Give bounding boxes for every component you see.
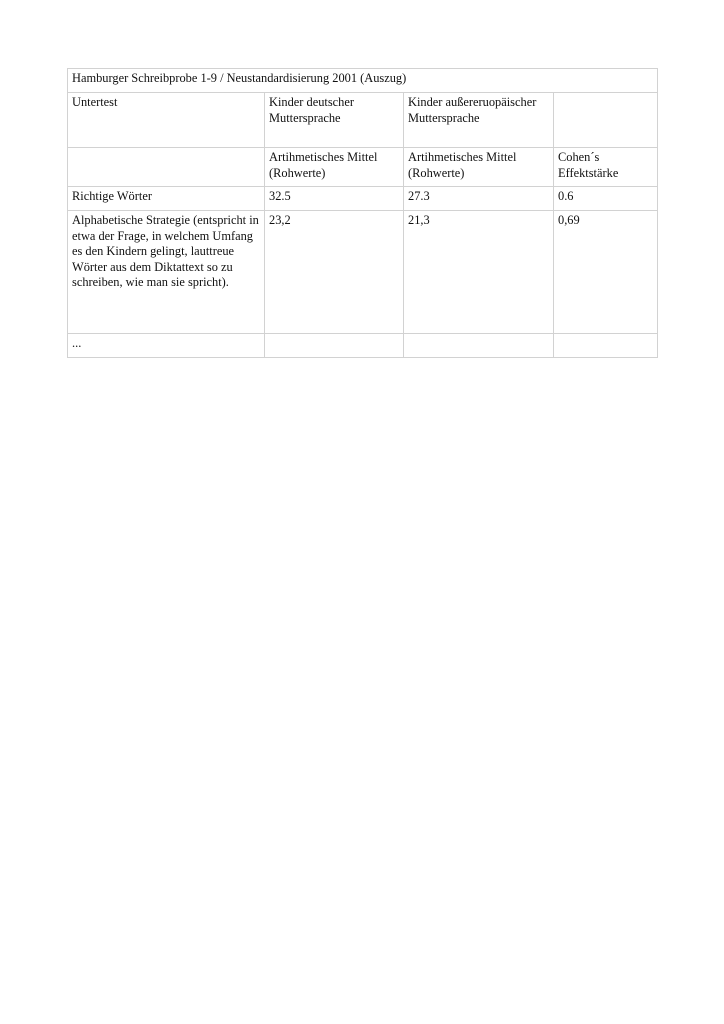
subheader-empty — [68, 148, 265, 187]
table-subheader-row — [68, 148, 658, 187]
row-label: ... — [68, 334, 265, 358]
row-value-non-european — [404, 334, 554, 358]
header-subtest: Untertest — [68, 93, 265, 148]
table-row — [68, 334, 658, 358]
row-value-german: 32.5 — [265, 187, 404, 211]
subheader-mean-german: Artihmetisches Mittel (Rohwerte) — [265, 148, 404, 187]
header-german-native: Kinder deutscher Muttersprache — [265, 93, 404, 148]
header-empty — [554, 93, 658, 148]
row-value-effect — [554, 334, 658, 358]
results-table — [67, 68, 658, 358]
row-label: Richtige Wörter — [68, 187, 265, 211]
row-value-non-european: 21,3 — [404, 211, 554, 334]
subheader-mean-non-european: Artihmetisches Mittel (Rohwerte) — [404, 148, 554, 187]
table-row — [68, 187, 658, 211]
table-row — [68, 211, 658, 334]
row-value-effect: 0.6 — [554, 187, 658, 211]
row-value-german — [265, 334, 404, 358]
header-non-european-native: Kinder außereruopäischer Muttersprache — [404, 93, 554, 148]
table-title-row — [68, 69, 658, 93]
row-value-german: 23,2 — [265, 211, 404, 334]
row-value-effect: 0,69 — [554, 211, 658, 334]
row-label: Alphabetische Strategie (entspricht in etwa der Frage, in welchem Umfang es den Kindern gelingt, lauttreue Wörter aus dem Diktattext so zu schreiben, wie man sie spricht). — [68, 211, 265, 334]
table-header-row — [68, 93, 658, 148]
table-title: Hamburger Schreibprobe 1-9 / Neustandardisierung 2001 (Auszug) — [68, 69, 658, 93]
row-value-non-european: 27.3 — [404, 187, 554, 211]
subheader-effect-size: Cohen´s Effektstärke — [554, 148, 658, 187]
